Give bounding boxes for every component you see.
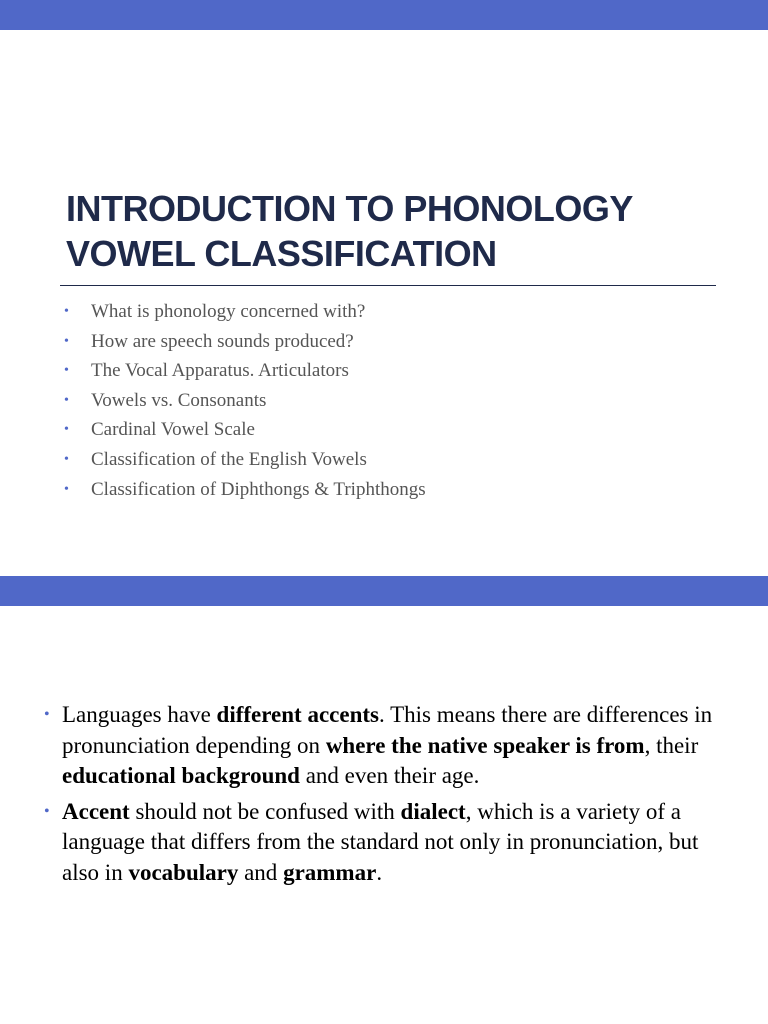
bold-term: dialect [400, 798, 466, 824]
text-run: , their [644, 732, 699, 758]
text-run: Languages have [62, 702, 217, 727]
topics-list [62, 297, 426, 504]
bold-term: where the native speaker is from [325, 732, 645, 758]
bold-term: vocabulary [128, 859, 239, 885]
list-item-text: What is phonology concerned with? [91, 301, 366, 322]
text-run: . [376, 859, 383, 885]
list-item-text: The Vocal Apparatus. Articulators [91, 360, 349, 382]
list-item [62, 327, 426, 357]
bullet-icon: • [64, 363, 69, 379]
list-item [62, 356, 426, 386]
text-run: , which is a variety of a language that differs from the standard not only in pronunciation, but also in [62, 798, 699, 885]
bold-term: different accents [216, 702, 379, 727]
bullet-icon: • [64, 422, 69, 438]
list-item [62, 475, 426, 505]
list-item [62, 297, 426, 327]
slide-title [66, 186, 746, 276]
list-item-text: Classification of the English Vowels [91, 448, 367, 470]
list-item-text: Classification of Diphthongs & Triphthongs [91, 478, 426, 500]
bold-term: educational background [62, 763, 300, 789]
bold-term: Accent [62, 798, 130, 824]
text-run: . This means there are differences in pronunciation depending on [62, 702, 713, 758]
list-item-text: Cardinal Vowel Scale [91, 419, 255, 441]
list-item [62, 445, 426, 475]
list-item-text: How are speech sounds produced? [91, 330, 354, 352]
accent-notes-list [44, 700, 734, 894]
bullet-icon: • [64, 481, 69, 497]
title-line-1: INTRODUCTION TO PHONOLOGY [66, 188, 633, 229]
text-run: and [238, 859, 284, 885]
bullet-icon: • [64, 304, 69, 319]
bullet-icon: • [64, 392, 69, 408]
bold-term: grammar [283, 859, 377, 885]
dialect-paragraph [44, 797, 734, 889]
title-line-2: VOWEL CLASSIFICATION [66, 233, 497, 274]
bullet-icon: • [64, 333, 69, 349]
list-item [62, 415, 426, 445]
bullet-icon: • [44, 706, 50, 723]
title-divider [60, 285, 716, 286]
text-run: should not be confused with [129, 798, 401, 824]
bullet-icon: • [64, 451, 69, 467]
list-item-text: Vowels vs. Consonants [91, 389, 267, 411]
text-run: and even their age. [299, 763, 480, 789]
list-item [62, 386, 426, 416]
bullet-icon: • [44, 802, 50, 820]
slide-separator-band [0, 576, 768, 606]
top-accent-band [0, 0, 768, 30]
accent-paragraph [44, 700, 734, 792]
